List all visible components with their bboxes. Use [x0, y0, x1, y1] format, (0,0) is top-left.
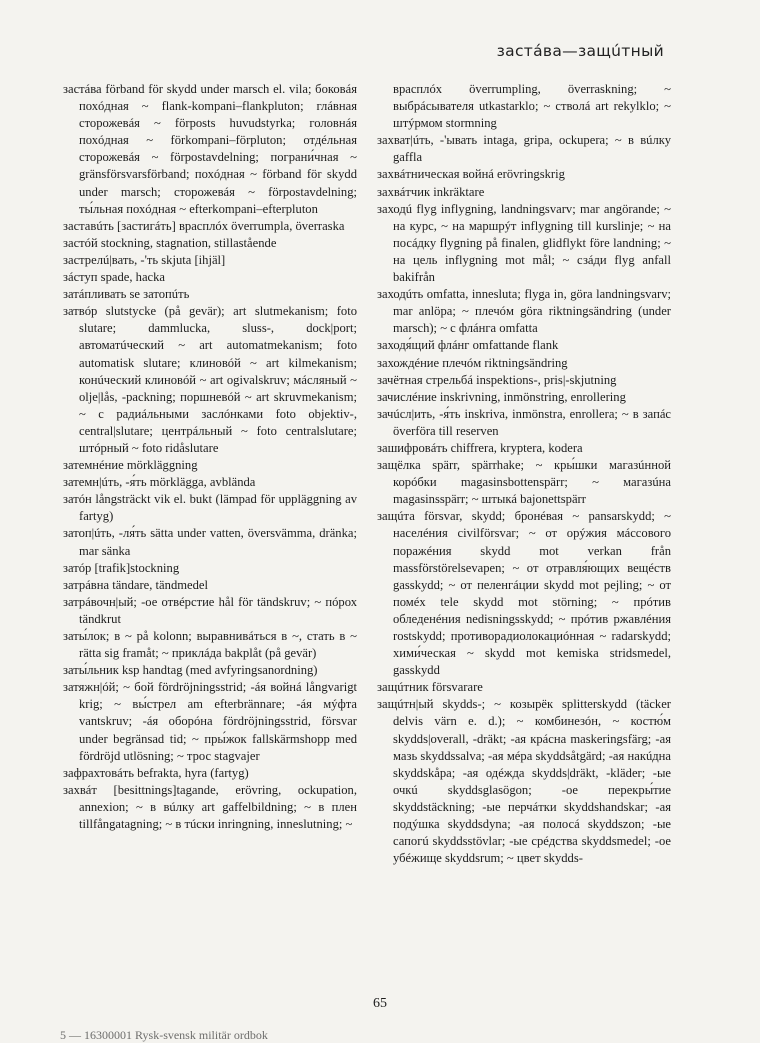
running-head: застáва—защúтный — [496, 42, 664, 60]
dictionary-entry: защúта försvar, skydd; бронéвая ~ pansarskydd; ~ населéния civilförsvar; ~ от орýжия мáссового поражéния skydd mot verkan från massförstörelsevapen; ~ от отравля́ющих вещéств gasskydd; ~ от пеленгáции skydd mot pejling; ~ от помéх tele skydd mot störning; ~ прóтив обледенéния nedisningsskydd; ~ прóтив ржавлéния rostskydd; противорадиолокациóнная ~ radarskydd; хими́ческая ~ skydd mot kemiska stridsmedel, gasskydd — [377, 509, 671, 678]
dictionary-entry: затемн|úть, -я́ть mörklägga, avblända — [63, 475, 256, 490]
dictionary-entry: затвóр slutstycke (på gevär); art slutmekanism; foto slutare; dammlucka, sluss-, dock|port; автоматúческий ~ art automatmekanism; foto automatisk slutare; клиновóй ~ art kilmekanism; конúческий клиновóй ~ art ogivalskruv; мáсляный ~ olje|lås, -packning; поршневóй ~ art skruvmekanism; ~ с радиáльными заслóнками foto objektiv-, central|slutare; центрáльный ~ foto centralslutare; штóрный ~ foto ridåslutare — [63, 304, 357, 455]
dictionary-entry: зачётная стрельбá inspektions-, pris|-skjutning — [377, 372, 617, 387]
dictionary-entry: застрелú|вать, -'ть skjuta [ihjäl] — [63, 252, 226, 267]
page-number: 65 — [373, 996, 387, 1011]
dictionary-entry: затоп|úть, -ля́ть sätta under vatten, översvämma, dränka; mar sänka — [63, 526, 357, 558]
dictionary-entry: захвáтчик inkräktare — [377, 184, 485, 199]
dictionary-entry: заходú flyg inflygning, landningsvarv; mar angörande; ~ на курс, ~ на маршрýт inflygning till kurslinje; ~ на посáдку flygning på finalen, glidflykt före landning; ~ на цель inflygning mot mål; ~ сзáди flyg anfall bakifrån — [377, 201, 671, 285]
dictionary-entry: зáступ spade, hacka — [63, 270, 166, 285]
dictionary-entry: заставúть [застигáть] врасплóх överrumpla, överraska — [63, 218, 345, 233]
dictionary-entry: захвáтническая войнá erövringskrig — [377, 167, 565, 182]
dictionary-entry: врасплóх överrumpling, överraskning; ~ выбрáсывателя utkastarklo; ~ стволá art rekylklo; ~ штýрмом stormning — [393, 82, 671, 131]
dictionary-entry: затяжн|óй; ~ бой fördröjningsstrid; -áя войнá långvarigt krig; ~ вы́стрел am efterbrännare; -áя мýфта vantskruv; -áя оборóна fördröjningsstrid, försvar under begränsad tid; ~ пры́жок fallskärmshopp med fördröjd utlösning; ~ трос stagvajer — [63, 680, 357, 763]
dictionary-entry: захват|úть, -'ывать intaga, gripa, ockupera; ~ в вúлку gaffla — [377, 133, 671, 165]
dictionary-entry: затóр [trafik]stockning — [63, 560, 180, 575]
dictionary-entry: затáпливать se затопúть — [63, 287, 190, 302]
dictionary-entry: затóн långsträckt vik el. bukt (lämpad för uppläggning av fartyg) — [63, 492, 357, 524]
dictionary-entry: заты́льник ksp handtag (med avfyringsanordning) — [63, 663, 318, 678]
dictionary-entry: захождéние плечóм riktningsändring — [377, 355, 568, 370]
dictionary-entry: затрáвна tändare, tändmedel — [63, 577, 209, 592]
dictionary-entry: защúтник försvarare — [377, 680, 483, 695]
dictionary-entry: зачúсл|ить, -я́ть inskriva, inmönstra, enrollera; ~ в запáс överföra till reserven — [377, 406, 671, 438]
dictionary-entry: заходя́щий флáнг omfattande flank — [377, 338, 559, 353]
dictionary-entry: защúтн|ый skydds-; ~ козырёк splitterskydd (täcker delvis värn e. d.); ~ комбинезóн, ~ костю́м skydds|overall, -dräkt; -ая крáсна maskeringsfärg; -ая мазь skyddssalva; -ая мéра skyddsåtgärd; -ая накúдна skyddskåpa; -ая одéжда skydds|dräkt, -kläder; -ые очкú skyddsglasögon; -ое перекры́тие skyddstäckning; -ые перчáтки skyddshandskar; -ая подýшка skyddsdyna; -ая полосá skyddszon; -ые сапогú skyddsstövlar; -ые срéдства skyddsmedel; -ое убéжище skyddsrum; ~ цвет skydds- — [377, 697, 671, 866]
dictionary-entry: затемнéние mörkläggning — [63, 458, 198, 473]
dictionary-entry: защёлка spärr, spärrhake; ~ кры́шки магазúнной корóбки magasinsbottenspärr; ~ магазúна magasinsspärr; ~ штыкá bajonettspärr — [377, 458, 671, 507]
footer-fragment: 5 — 16300001 Rysk-svensk militär ordbok — [60, 1028, 268, 1042]
dictionary-entry: затрáвочн|ый; -ое отвéрстие hål för tändskruv; ~ пóрох tändkrut — [63, 594, 357, 626]
dictionary-entry: зачислéние inskrivning, inmönstring, enrollering — [377, 389, 626, 404]
dictionary-entry: заходúть omfatta, innesluta; flyga in, göra landningsvarv; mar anlöpa; ~ плечóм göra riktningsändring (under marsch); ~ с флáнга omfatta — [377, 287, 671, 336]
dictionary-entry: застóй stockning, stagnation, stillastående — [63, 235, 277, 250]
dictionary-entry: заты́лок; в ~ på kolonn; выравнивáться в ~, стать в ~ rätta sig framåt; ~ приклáда bakplåt (på gevär) — [63, 629, 357, 661]
dictionary-entry: зашифровáть chiffrera, kryptera, kodera — [377, 440, 583, 455]
dictionary-entry: зафрахтовáть befrakta, hyra (fartyg) — [63, 765, 249, 780]
dictionary-entry: захвáт [besittnings]tagande, erövring, ockupation, annexion; ~ в вúлку art gaffelbildning; ~ в плен tillfångatagning; ~ в тúски inringning, inneslutning; ~ — [63, 782, 357, 832]
right-column — [377, 81, 671, 867]
left-column — [63, 81, 357, 833]
dictionary-entry: застáва förband för skydd under marsch el. vila; боковáя похóдная ~ flank-kompani–flankpluton; глáвная сторожевáя ~ förposts huvudstyrka; головнáя похóдная ~ förkompani–förpluton; отдéльная сторожевáя ~ förpostavdelning; пограни́чная ~ gränsförsvarsförband; похóдная ~ förband för skydd under marsch; сторожевáя ~ förpostavdelning; ты́льная похóдная ~ efterkompani–efterpluton — [63, 82, 357, 216]
